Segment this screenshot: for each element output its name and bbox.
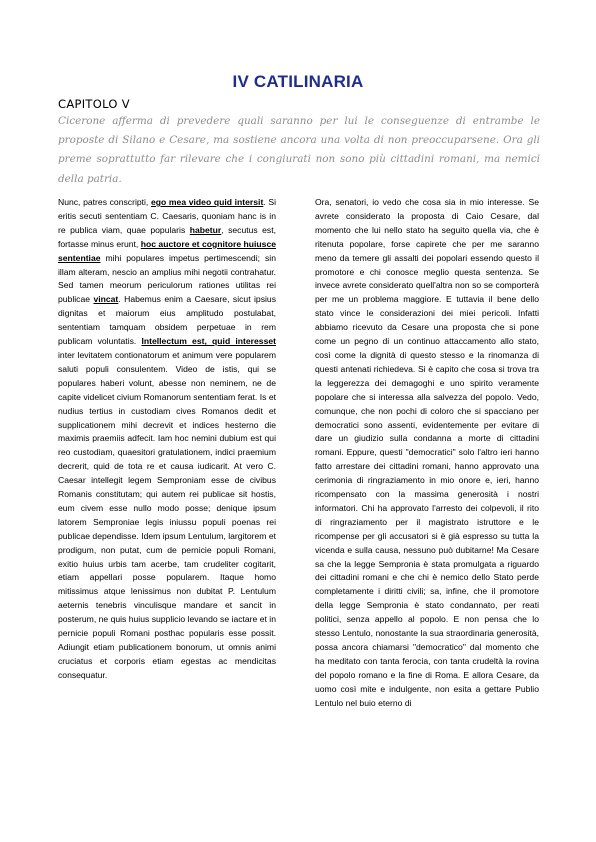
latin-text: Nunc, patres conscripti, [58, 197, 151, 207]
chapter-summary: Cicerone afferma di prevedere quali saranno per lui le conseguenze di entrambe le proposte di Silano e Cesare, ma sostiene ancora una volta di non preoccuparsene. Ora gli preme soprattutto far rilevare che i congiurati non sono più cittadini romani, ma nemici della patria. [58, 115, 540, 185]
highlighted-phrase: Intellectum est, quid interesset [141, 336, 276, 347]
highlighted-phrase: hoc auctore et cognitore huiusce sententiae [58, 238, 276, 263]
latin-text: . Si eritis secuti sententiam C. Caesaris, quoniam hanc is in re publica viam, quae popularis [58, 197, 276, 235]
latin-text: , secutus est, fortasse minus erunt, [58, 224, 276, 249]
page-title: IV CATILINARIA [232, 72, 364, 91]
italian-translation-column: Ora, senatori, io vedo che cosa sia in mio interesse. Se avrete considerato la proposta di Caio Cesare, dal momento che lui nello stato ha seguito quella via, che è ritenuta popolare, forse capirete che per me saranno meno da temere gli assalti dei popolari essendo questo il promotore e chi conosce meglio questa sentenza. Se invece avrete considerato quell'altra non so se comporterà per me un problema maggiore. E tuttavia il bene dello stato vince le considerazioni dei miei pericoli. Infatti abbiamo ricevuto da Cesare una proposta che si pone come un pegno di un continuo attaccamento allo stato, così come la dignità di questo stesso e la rinomanza di questi antenati richiedeva. Si è capito che cosa si trova tra la leggerezza dei demagoghi e uno spirito veramente popolare che si interessa alla salvezza del popolo. Vedo, comunque, che non pochi di coloro che si spacciano per democratici sono assenti, evidentemente per evitare di dare un giudizio sulla condanna a morte di cittadini romani. Eppure, questi "democratici" solo l'altro ieri hanno fatto arrestare dei cittadini romani, hanno approvato una cerimonia di ringraziamento in mio onore e, ieri, hanno ricompensato con la massima generosità i nostri informatori. Chi ha approvato l'arresto dei colpevoli, il rito di ringraziamento per il magistrato istruttore e le ricompense per gli accusatori si è già espresso su tutta la vicenda e sulla causa, nessuno può dubitarne! Ma Cesare sa che la legge Sempronia è stata promulgata a riguardo dei cittadini romani e che chi è nemico dello Stato perde completamente i diritti civili; sa, infine, che il promotore della legge Sempronia è stato condannato, per reati politici, senza appello al popolo. E non pensa che lo stesso Lentulo, nonostante la sua straordinaria generosità, possa ancora chiamarsi "democratico" dal momento che ha meditato con tanta ferocia, con tanta crudeltà la rovina del popolo romano e la fine di Roma. E allora Cesare, da uomo così mite e indulgente, non esita a gettare Publio Lentulo nel buio eterno di [315, 197, 539, 708]
latin-text: mihi populares impetus pertimescendi; sin illam alteram, nescio an amplius mihi negotii contrahatur. Sed tamen meorum periculorum rationes utilitas rei publicae [58, 252, 276, 305]
highlighted-phrase: ego mea video quid intersit [150, 197, 264, 207]
latin-text-column [58, 196, 276, 683]
latin-text: . Habemus enim a Caesare, sicut ipsius dignitas et maiorum eius amplitudo postulabat, sententiam tamquam obsidem perpetuae in rem publicam voluntatis. [58, 294, 276, 347]
chapter-heading: CAPITOLO V [58, 97, 130, 111]
highlighted-phrase: habetur [189, 224, 222, 235]
highlighted-phrase: vincat [93, 294, 119, 305]
latin-text: inter levitatem contionatorum et animum vere popularem saluti populi consulentem. Video de istis, qui se populares haberi volunt, abesse non neminem, ne de capite videlicet civium Romanorum sententiam ferat. Is et nudius tertius in custodiam cives Romanos dedit et supplicationem mihi decrevit et indices hesterno die maximis praemiis adfecit. Iam hoc nemini dubium est qui reo custodiam, quaesitori gratulationem, indici praemium decrerit, quid de tota re et causa iudicarit. At vero C. Caesar intellegit legem Semproniam esse de civibus Romanis constitutam; qui autem rei publicae sit hostis, eum civem esse nullo modo posse; denique ipsum latorem Semproniae legis iniussu populi poenas rei publicae dependisse. Idem ipsum Lentulum, largitorem et prodigum, non putat, cum de pernicie populi Romani, exitio huius urbis tam acerbe, tam crudeliter cogitarit, etiam appellari posse popularem. Itaque homo mitissimus atque lenissimus non dubitat P. Lentulum aeternis tenebris vinculisque mandare et sancit in posterum, ne quis huius supplicio levando se iactare et in pernicie populi Romani posthac popularis esse possit. Adiungit etiam publicationem bonorum, ut omnis animi cruciatus et corporis etiam egestas ac mendicitas consequatur. [58, 349, 276, 680]
